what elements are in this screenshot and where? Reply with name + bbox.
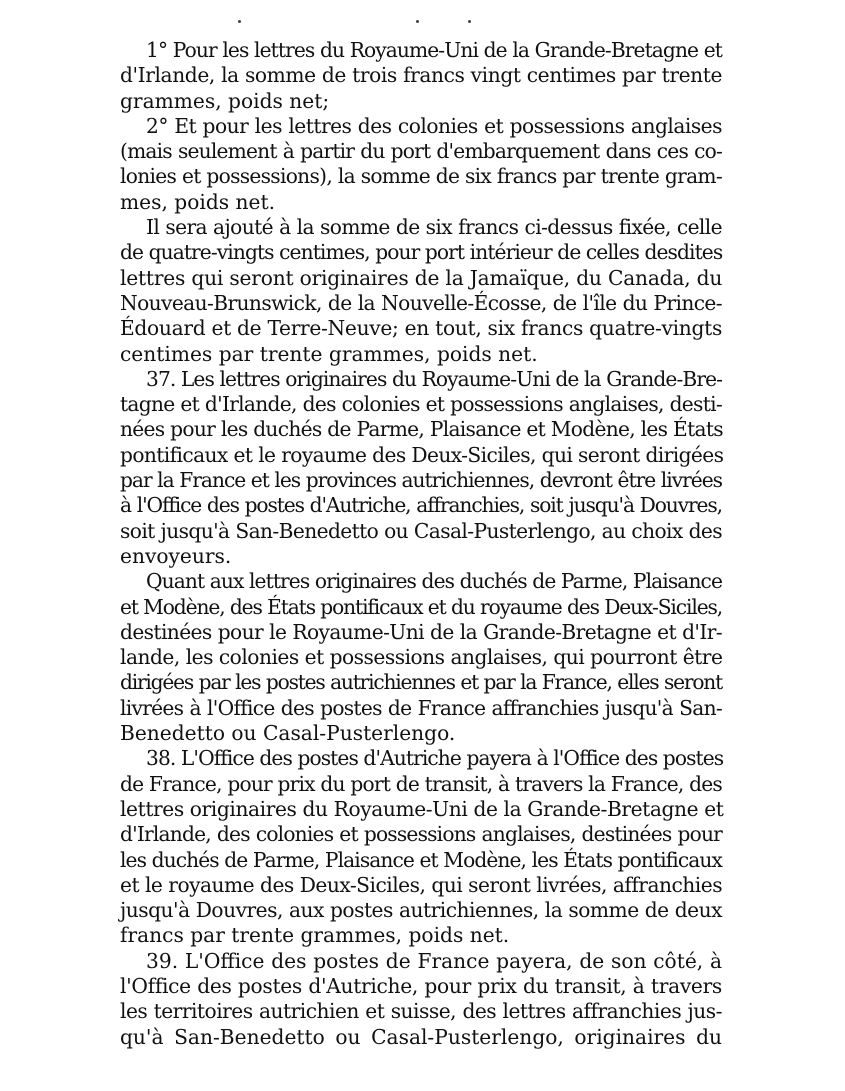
- text-line: tagne et d'Irlande, des colonies et possessions anglaises, desti-: [120, 392, 722, 417]
- text-line: grammes, poids net;: [120, 88, 330, 113]
- text-line: destinées pour le Royaume-Uni de la Grande-Bretagne et d'Ir-: [120, 619, 722, 644]
- text-line: Quant aux lettres originaires des duchés de Parme, Plaisance: [146, 569, 722, 594]
- text-line: 38. L'Office des postes d'Autriche payera à l'Office des postes: [146, 746, 724, 771]
- text-line: mes, poids net.: [120, 189, 275, 214]
- text-line: les territoires autrichien et suisse, des lettres affranchies jus-: [120, 999, 722, 1024]
- text-line: dirigées par les postes autrichiennes et par la France, elles seront: [120, 670, 722, 695]
- text-line: soit jusqu'à San-Benedetto ou Casal-Pusterlengo, au choix des: [120, 518, 722, 543]
- text-line: par la France et les provinces autrichiennes, devront être livrées: [120, 468, 722, 493]
- text-line: centimes par trente grammes, poids net.: [120, 341, 538, 366]
- text-line: et le royaume des Deux-Siciles, qui seront livrées, affranchies: [120, 872, 723, 897]
- scan-speck: [416, 20, 419, 23]
- text-line: 1° Pour les lettres du Royaume-Uni de la Grande-Bretagne et: [146, 38, 722, 62]
- text-line: d'Irlande, des colonies et possessions anglaises, destinées pour: [120, 822, 722, 847]
- text-line: nées pour les duchés de Parme, Plaisance et Modène, les États: [120, 417, 723, 442]
- text-line: lettres qui seront originaires de la Jamaïque, du Canada, du: [120, 265, 723, 290]
- text-line: envoyeurs.: [120, 543, 232, 568]
- text-line: lande, les colonies et possessions anglaises, qui pourront être: [120, 645, 723, 670]
- text-line: francs par trente grammes, poids net.: [120, 923, 510, 948]
- text-line: qu'à San-Benedetto ou Casal-Pusterlengo, originaires du: [120, 1024, 722, 1049]
- text-line: (mais seulement à partir du port d'embarquement dans ces co-: [120, 139, 722, 164]
- text-line: lonies et possessions), la somme de six francs par trente gram-: [120, 164, 722, 189]
- text-line: à l'Office des postes d'Autriche, affranchies, soit jusqu'à Douvres,: [120, 493, 722, 518]
- text-line: l'Office des postes d'Autriche, pour prix du transit, à travers: [120, 973, 722, 998]
- text-line: jusqu'à Douvres, aux postes autrichiennes, la somme de deux: [120, 898, 722, 923]
- text-line: de France, pour prix du port de transit, à travers la France, des: [120, 771, 722, 796]
- text-line: Édouard et de Terre-Neuve; en tout, six francs quatre-vingts: [120, 316, 722, 341]
- text-line: 39. L'Office des postes de France payera, de son côté, à: [146, 948, 722, 973]
- text-line: 37. Les lettres originaires du Royaume-Uni de la Grande-Bre-: [146, 366, 723, 391]
- scan-speck: [468, 20, 471, 23]
- text-line: de quatre-vingts centimes, pour port intérieur de celles desdites: [120, 240, 723, 265]
- text-line: lettres originaires du Royaume-Uni de la Grande-Bretagne et: [120, 796, 724, 821]
- text-line: livrées à l'Office des postes de France affranchies jusqu'à San-: [120, 695, 722, 720]
- scan-speck: [238, 20, 241, 23]
- text-line: Nouveau-Brunswick, de la Nouvelle-Écosse, de l'île du Prince-: [120, 290, 722, 315]
- text-line: Benedetto ou Casal-Pusterlengo.: [120, 721, 456, 746]
- text-line: 2° Et pour les lettres des colonies et possessions anglaises: [146, 113, 722, 138]
- text-line: les duchés de Parme, Plaisance et Modène, les États pontificaux: [120, 847, 722, 872]
- text-line: pontificaux et le royaume des Deux-Siciles, qui seront dirigées: [120, 442, 724, 467]
- text-line: Il sera ajouté à la somme de six francs ci-dessus fixée, celle: [146, 215, 722, 240]
- body-text: [120, 38, 722, 1050]
- text-line: d'Irlande, la somme de trois francs vingt centimes par trente: [120, 63, 722, 88]
- text-line: et Modène, des États pontificaux et du royaume des Deux-Siciles,: [120, 594, 723, 619]
